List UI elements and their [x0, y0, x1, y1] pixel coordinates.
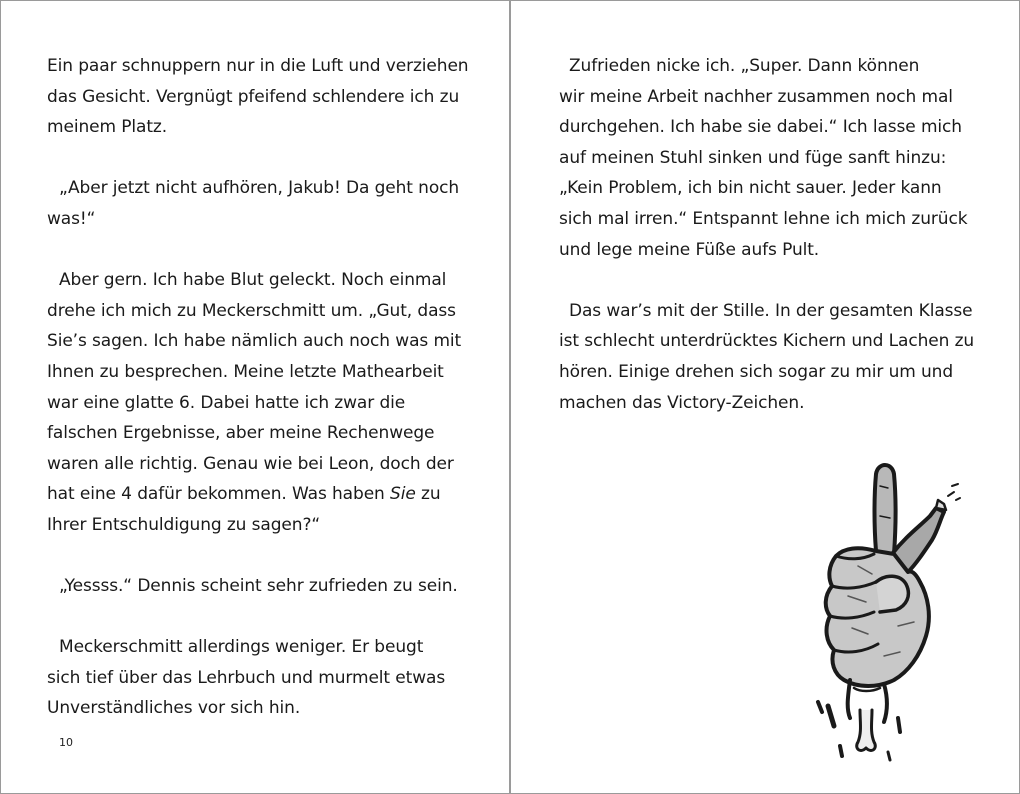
left-page: [1, 1, 511, 793]
paragraph: „Aber jetzt nicht aufhören, Jakub! Da geht noch was!“: [47, 178, 460, 229]
page-number: 10: [59, 736, 73, 749]
right-text-block: [559, 51, 989, 449]
paragraph: Das war’s mit der Stille. In der gesamten Klasse ist schlecht unterdrücktes Kichern und Lachen zu hören. Einige drehen sich sogar zu mir um und machen das Victory-Zeichen.: [559, 300, 975, 413]
paragraph: [47, 265, 477, 540]
right-page: [513, 1, 1019, 793]
paragraph: „Yessss.“ Dennis scheint sehr zufrieden zu sein.: [59, 576, 458, 597]
left-text-block: [47, 51, 477, 755]
paragraph: Meckerschmitt allerdings weniger. Er beugt sich tief über das Lehrbuch und murmelt etwas Unverständliches vor sich hin.: [47, 637, 446, 719]
paragraph-text: Aber gern. Ich habe Blut geleckt. Noch einmal drehe ich mich zu Meckerschmitt um. „Gut, dass Sie’s sagen. Ich habe nämlich auch noch was mit Ihnen zu besprechen. Meine letzte Mathearbeit war eine glatte 6. Dabei hatte ich zwar die falschen Ergebnisse, aber meine Rechenwege waren alle richtig. Genau wie bei Leon, doch der hat eine 4 dafür bekommen. Was haben: [47, 270, 462, 505]
emphasis-text: Sie: [390, 484, 416, 505]
victory-hand-icon: [788, 456, 988, 766]
paragraph: Ein paar schnuppern nur in die Luft und verziehen das Gesicht. Vergnügt pfeifend schlendere ich zu meinem Platz.: [47, 56, 469, 138]
paragraph: Zufrieden nicke ich. „Super. Dann können wir meine Arbeit nachher zusammen noch mal durchgehen. Ich habe sie dabei.“ Ich lasse mich auf meinen Stuhl sinken und füge sanft hinzu: „Kein Problem, ich bin nicht sauer. Jeder kann sich mal irren.“ Entspannt lehne ich mich zurück und lege meine Füße aufs Pult.: [559, 56, 968, 260]
paragraph-text-end: zu Ihrer Entschuldigung zu sagen?“: [47, 484, 441, 535]
